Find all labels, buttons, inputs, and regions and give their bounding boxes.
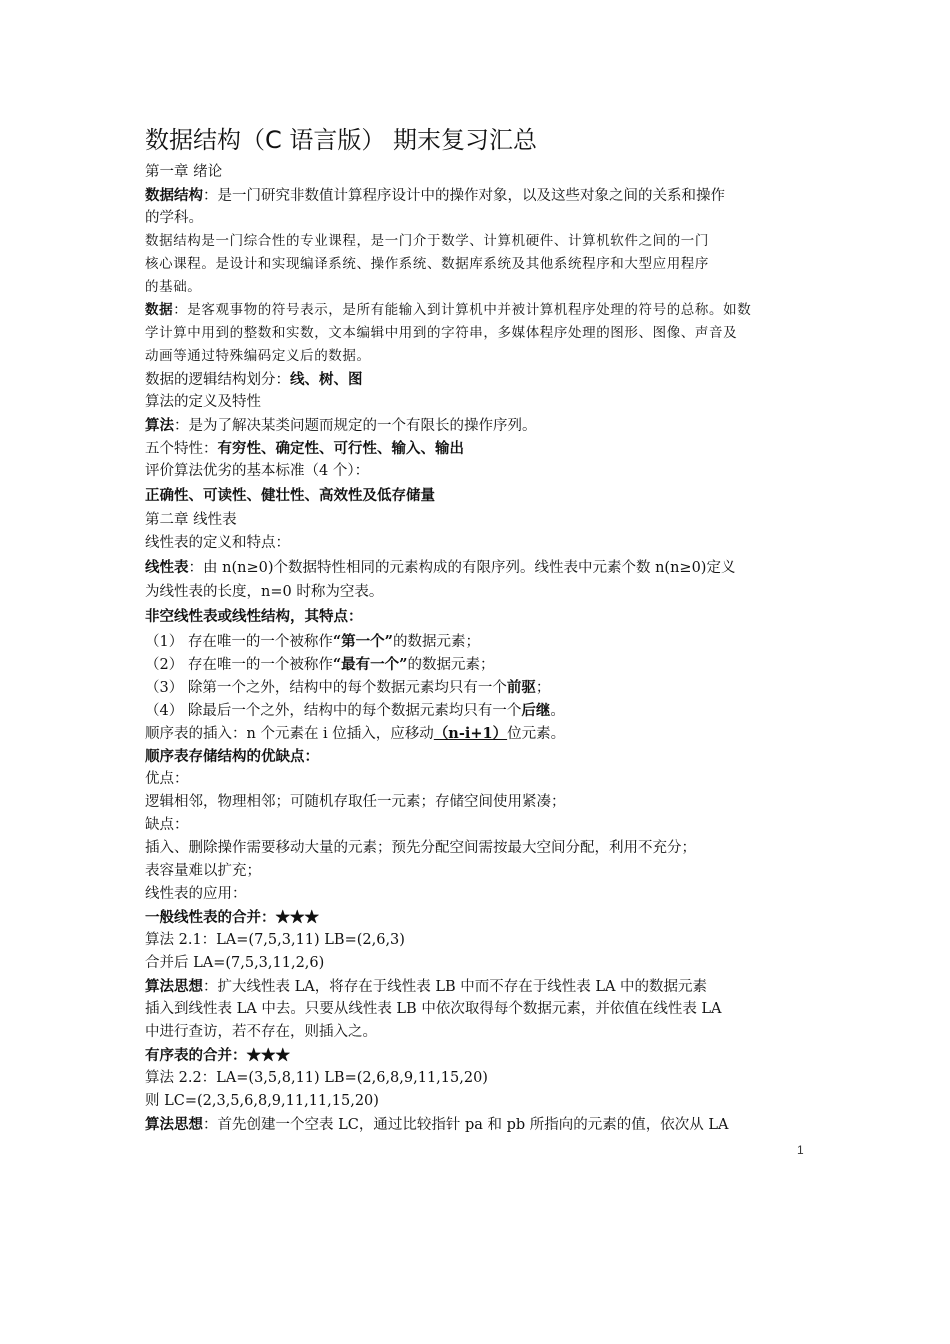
line-text: 缺点： [145, 817, 189, 833]
text-line [145, 276, 817, 299]
line-text: 五个特性： [145, 441, 218, 457]
text-line [145, 699, 817, 722]
text-line [145, 1021, 817, 1044]
line-text: （3） 除第一个之外，结构中的每个数据元素均只有一个 [145, 680, 507, 696]
text-line [145, 883, 817, 906]
line-text: 线性表的定义和特点： [145, 535, 290, 551]
text-line [145, 299, 817, 322]
line-text: 的数据元素； [393, 634, 481, 650]
text-line [145, 837, 817, 860]
bold-term: 数据 [145, 302, 174, 318]
line-text: 动画等通过特殊编码定义后的数据。 [145, 348, 371, 364]
line-text: 的基础。 [145, 279, 202, 295]
text-line [145, 952, 817, 975]
text-line [145, 437, 817, 460]
bold-term: 非空线性表或线性结构，其特点： [145, 608, 363, 625]
bold-emphasis: “第一个” [332, 633, 394, 650]
text-line [145, 391, 817, 414]
line-text: 合并后 LA=(7,5,3,11,2,6) [145, 955, 325, 971]
text-line [145, 532, 817, 555]
page-number: 1 [797, 1143, 804, 1157]
line-text: 则 LC=(2,3,5,6,8,9,11,11,15,20) [145, 1093, 379, 1109]
bold-emphasis: 有穷性、确定性、可行性、输入、输出 [217, 440, 464, 457]
line-text: ：是一门研究非数值计算程序设计中的操作对象，以及这些对象之间的关系和操作 [203, 188, 725, 204]
text-line [145, 483, 817, 509]
line-text: ：是为了解决某类问题而规定的一个有限长的操作序列。 [174, 418, 537, 434]
line-text: 核心课程。是设计和实现编译系统、操作系统、数据库系统及其他系统程序和大型应用程序 [145, 256, 709, 272]
line-text: 的数据元素； [407, 657, 495, 673]
line-text: 为线性表的长度，n=0 时称为空表。 [145, 584, 384, 600]
line-text: 算法 2.2：LA=(3,5,8,11) LB=(2,6,8,9,11,15,20) [145, 1070, 488, 1086]
bold-term: 正确性、可读性、健壮性、高效性及低存储量 [145, 487, 435, 504]
text-line [145, 230, 817, 253]
bold-term: 一般线性表的合并：★★★ [145, 909, 319, 926]
line-text: 数据结构是一门综合性的专业课程，是一门介于数学、计算机硬件、计算机软件之间的一门 [145, 233, 709, 249]
text-line [145, 929, 817, 952]
line-text: 数据的逻辑结构划分： [145, 372, 290, 388]
page-title: 数据结构（C 语言版） 期末复习汇总 [145, 126, 538, 154]
line-text: 表容量难以扩充； [145, 863, 261, 879]
text-line [145, 555, 817, 581]
line-text: 插入到线性表 LA 中去。只要从线性表 LB 中依次取得每个数据元素，并依值在线性表 LA [145, 1001, 722, 1017]
line-text: 顺序表的插入：n 个元素在 i 位插入，应移动 [145, 726, 434, 742]
text-line [145, 814, 817, 837]
line-text: 插入、删除操作需要移动大量的元素；预先分配空间需按最大空间分配，利用不充分； [145, 840, 696, 856]
line-text: 第一章 绪论 [145, 164, 223, 180]
bold-term: 顺序表存储结构的优缺点： [145, 748, 319, 765]
text-line [145, 653, 817, 676]
bold-emphasis: 后继 [521, 702, 551, 719]
line-text: 线性表的应用： [145, 886, 247, 902]
line-text: 中进行查访，若不存在，则插入之。 [145, 1024, 377, 1040]
bold-term: 有序表的合并：★★★ [145, 1047, 290, 1064]
line-text: 算法 2.1：LA=(7,5,3,11) LB=(2,6,3) [145, 932, 405, 948]
line-text: 学计算中用到的整数和实数，文本编辑中用到的字符串，多媒体程序处理的图形、图像、声音及 [145, 325, 738, 341]
bold-emphasis: “最有一个” [332, 656, 408, 673]
text-line [145, 1067, 817, 1090]
bold-term: 线性表 [145, 559, 189, 576]
line-text: 第二章 线性表 [145, 512, 237, 528]
text-line [145, 368, 817, 391]
line-text: （2） 存在唯一的一个被称作 [145, 657, 333, 673]
line-text: 优点： [145, 771, 189, 787]
text-line [145, 745, 817, 768]
text-line [145, 1044, 817, 1067]
text-line [145, 414, 817, 437]
text-line [145, 676, 817, 699]
text-line [145, 768, 817, 791]
text-line [145, 581, 817, 604]
text-line [145, 322, 817, 345]
line-text: 算法的定义及特性 [145, 394, 261, 410]
text-line [145, 207, 817, 230]
text-line [145, 253, 817, 276]
text-line [145, 604, 817, 630]
line-text: 评价算法优劣的基本标准（4 个）： [145, 463, 370, 479]
line-text: 。 [550, 703, 565, 719]
text-line [145, 975, 817, 998]
text-line [145, 345, 817, 368]
bold-term: 数据结构 [145, 187, 203, 204]
line-text: ：由 n(n≥0)个数据特性相同的元素构成的有限序列。线性表中元素个数 n(n≥0)定义 [188, 560, 736, 576]
line-text: ； [535, 680, 551, 696]
line-text: 逻辑相邻，物理相邻；可随机存取任一元素；存储空间使用紧凑； [145, 794, 566, 810]
text-line [145, 722, 817, 745]
line-text: ：首先创建一个空表 LC，通过比较指针 pa 和 pb 所指向的元素的值，依次从 LA [203, 1117, 729, 1133]
line-text: ：是客观事物的符号表示，是所有能输入到计算机中并被计算机程序处理的符号的总称。如数 [173, 302, 752, 318]
document-body [145, 161, 817, 1136]
text-line [145, 630, 817, 653]
line-text: 位元素。 [507, 726, 566, 742]
line-text: （4） 除最后一个之外，结构中的每个数据元素均只有一个 [145, 703, 522, 719]
text-line [145, 509, 817, 532]
bold-term: 算法 [145, 417, 174, 434]
text-line [145, 906, 817, 929]
text-line [145, 860, 817, 883]
underlined-text: （n-i+1） [433, 725, 508, 742]
bold-emphasis: 线、树、图 [290, 371, 363, 388]
bold-emphasis: 前驱 [506, 679, 536, 696]
text-line [145, 791, 817, 814]
line-text: （1） 存在唯一的一个被称作 [145, 634, 333, 650]
bold-term: 算法思想 [145, 1116, 203, 1133]
text-line [145, 161, 817, 184]
text-line [145, 460, 817, 483]
text-line [145, 1090, 817, 1113]
text-line [145, 1113, 817, 1136]
text-line [145, 184, 817, 207]
text-line [145, 998, 817, 1021]
line-text: 的学科。 [145, 210, 203, 226]
line-text: ：扩大线性表 LA，将存在于线性表 LB 中而不存在于线性表 LA 中的数据元素 [203, 979, 708, 995]
bold-term: 算法思想 [145, 978, 203, 995]
